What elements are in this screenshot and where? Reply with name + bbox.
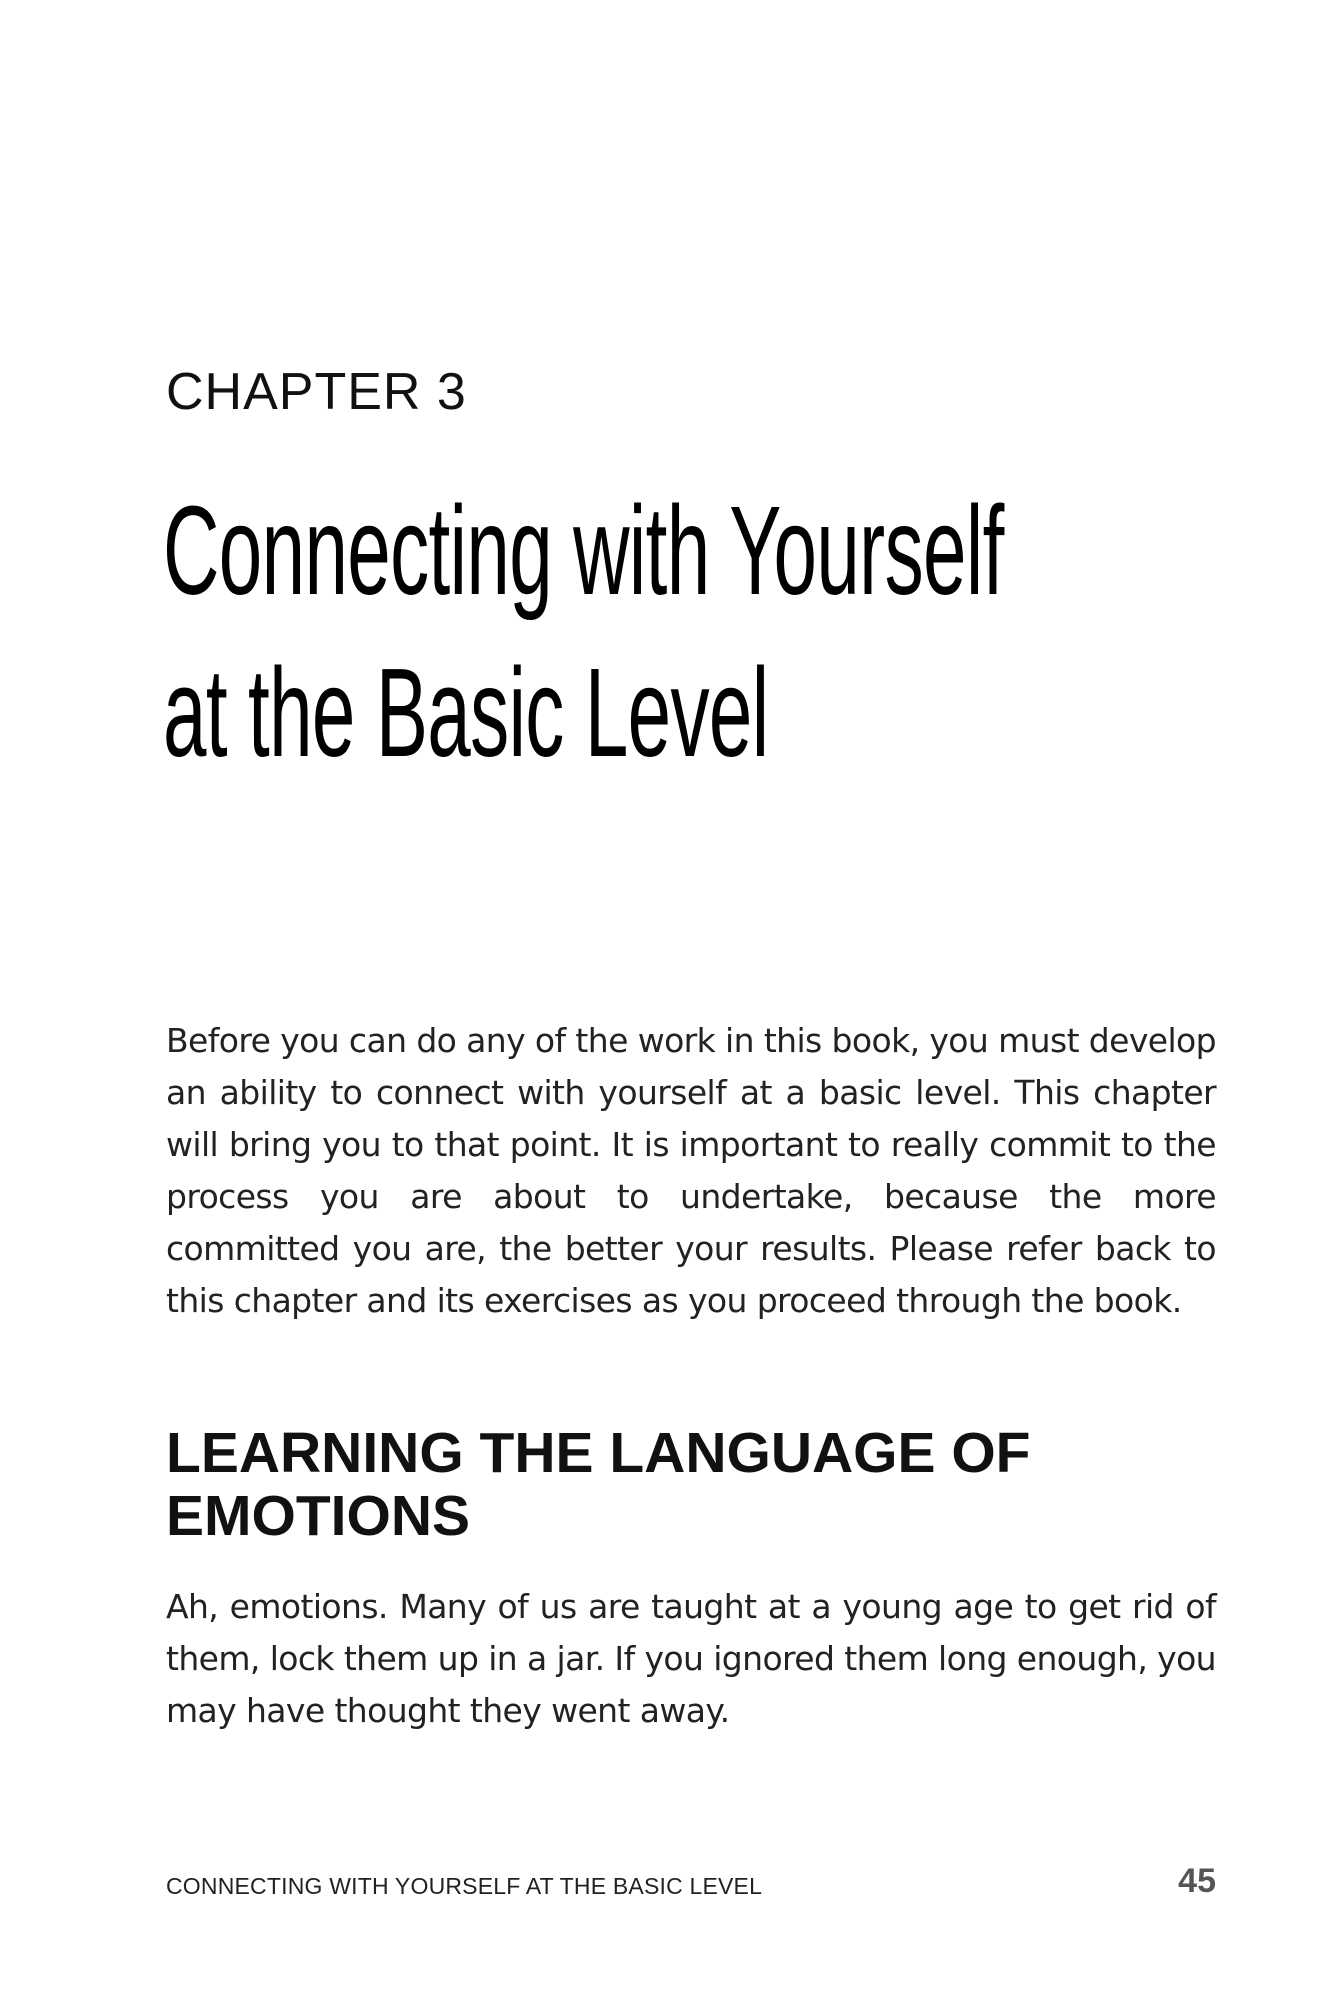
page-number: 45 [1178, 1862, 1216, 1900]
section-paragraph: Ah, emotions. Many of us are taught at a young age to get rid of them, lock them up in a jar. If you ignored them long enough, you may have thought they went away. [166, 1587, 1216, 1730]
chapter-label: CHAPTER 3 [166, 363, 467, 421]
intro-paragraph: Before you can do any of the work in this book, you must develop an ability to connect with yourself at a basic level. This chapter will bring you to that point. It is important to really commit to the process you are about to undertake, because the more committed you are, the better your results. Please refer back to this chapter and its exercises as you proceed through the book. [166, 1021, 1216, 1320]
chapter-title [163, 470, 1004, 794]
chapter-title-line-1: Connecting with Yourself [163, 480, 1004, 621]
running-footer: CONNECTING WITH YOURSELF AT THE BASIC LEVEL [166, 1873, 763, 1899]
chapter-title-line-2: at the Basic Level [163, 642, 769, 783]
section-heading: LEARNING THE LANGUAGE OF EMOTIONS [166, 1421, 1031, 1548]
